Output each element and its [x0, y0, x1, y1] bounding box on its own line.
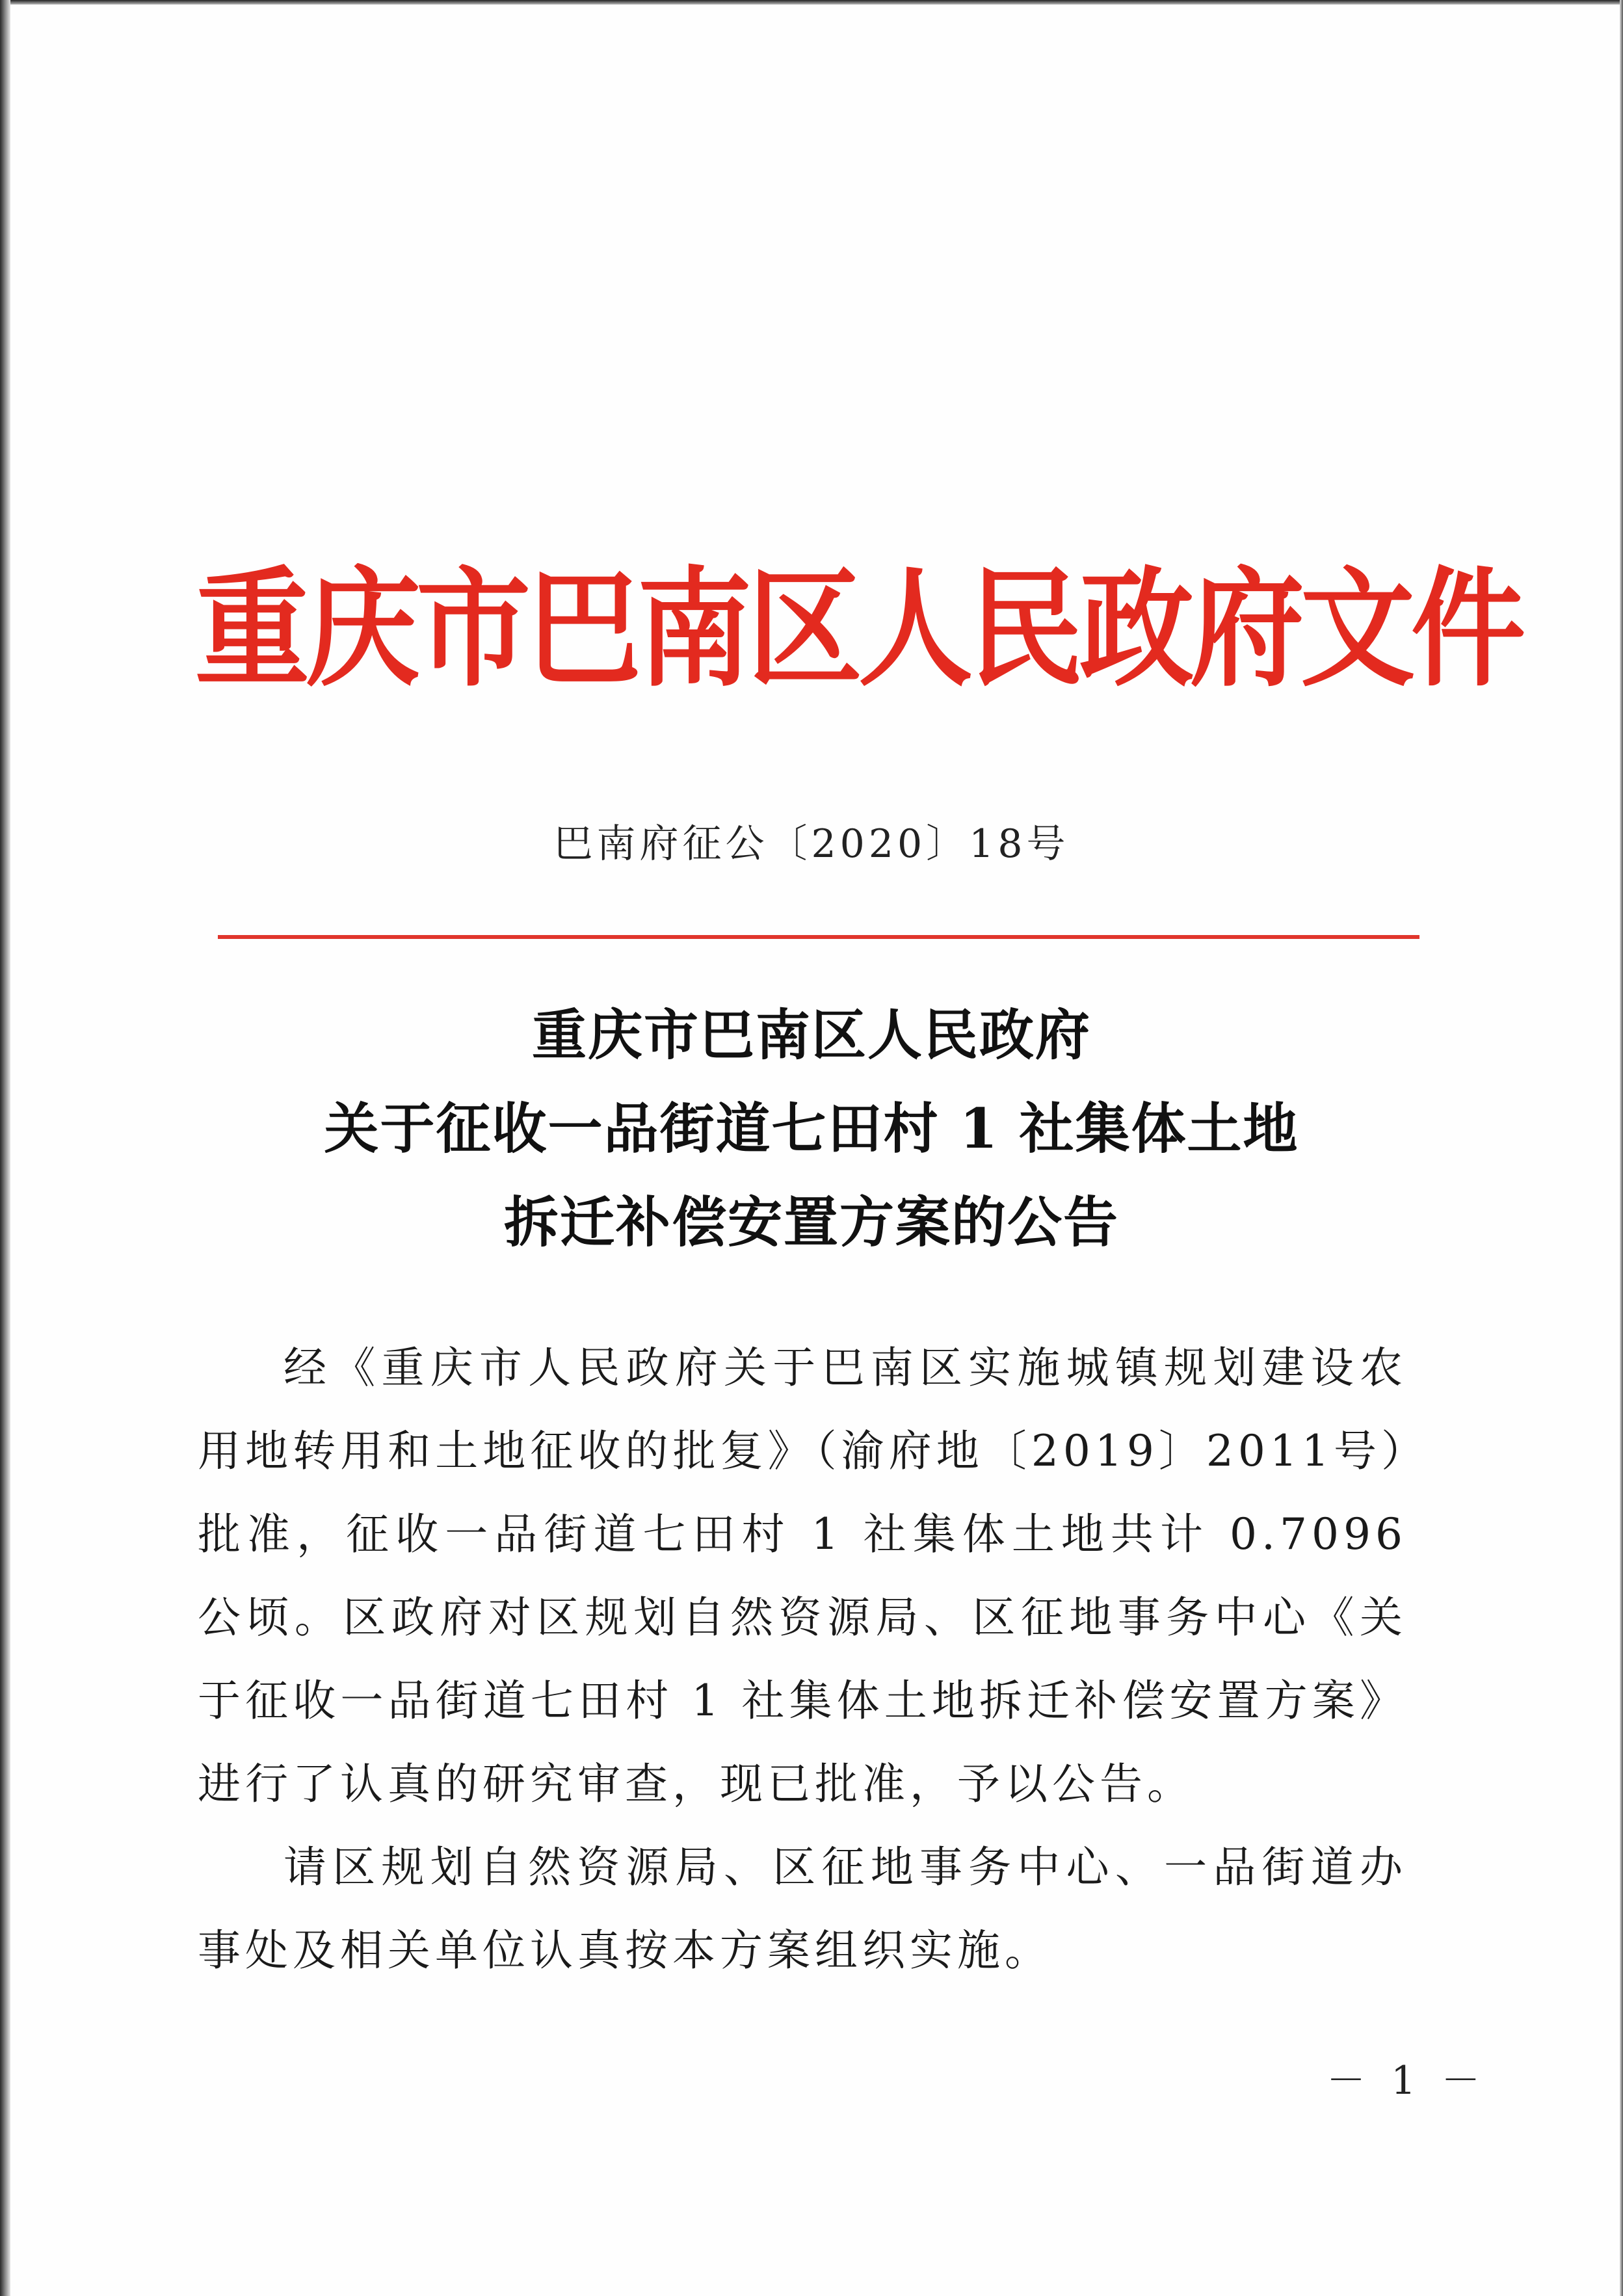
- title-line-3: 拆迁补偿安置方案的公告: [503, 1190, 1119, 1254]
- document-masthead: 重庆市巴南区人民政府文件: [195, 553, 1522, 704]
- body-paragraph: 请区规划自然资源局、区征地事务中心、一品街道办事处及相关单位认真按本方案组织实施。: [198, 1842, 1407, 1975]
- scan-edge-top: [0, 0, 1623, 5]
- title-line-2: 关于征收一品街道七田村 1 社集体土地: [324, 1096, 1299, 1161]
- title-line-1: 重庆市巴南区人民政府: [531, 1003, 1091, 1067]
- page-number: － 1 －: [1326, 2058, 1487, 2104]
- document-title: [0, 988, 1623, 1269]
- document-number: 巴南府征公〔2020〕18号: [553, 821, 1070, 867]
- red-divider-rule: [218, 935, 1419, 939]
- body-paragraph: 经《重庆市人民政府关于巴南区实施城镇规划建设农用地转用和土地征收的批复》（渝府地〔2019〕2011号）批准，征收一品街道七田村 1 社集体土地共计 0.7096 公顷。区政府对区规划自然资源局、区征地事务中心《关于征收一品街道七田村 1 社集体土地拆迁补偿安置方案》进行了认真的研究审查，现已批准，予以公告。: [198, 1343, 1407, 1809]
- document-body: [198, 1326, 1407, 1992]
